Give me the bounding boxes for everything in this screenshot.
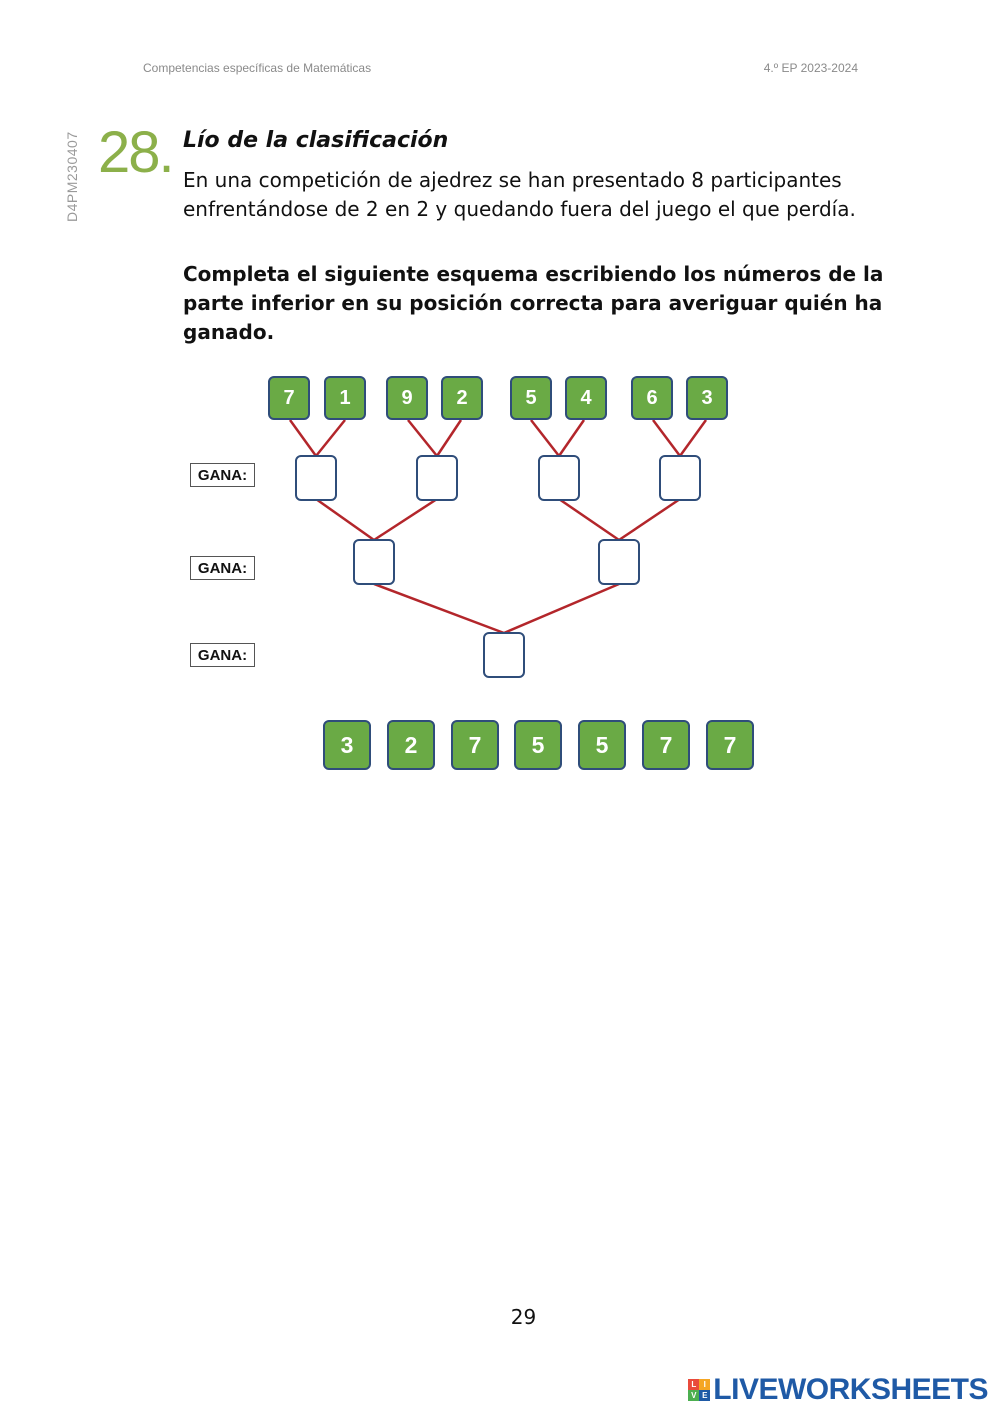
round1-drop-slot-1[interactable] (295, 455, 337, 501)
round1-drop-slot-4[interactable] (659, 455, 701, 501)
gana-label-round-2: GANA: (190, 556, 255, 580)
answer-tile[interactable]: 5 (578, 720, 626, 770)
liveworksheets-icon: L I V E (688, 1379, 710, 1401)
gana-label-final: GANA: (190, 643, 255, 667)
exercise-description: En una competición de ajedrez se han presentado 8 participantes enfrentándose de 2 en 2 y quedando fuera del juego el que perdía. (183, 168, 856, 221)
participant-tile: 9 (386, 376, 428, 420)
header-course: 4.º EP 2023-2024 (763, 61, 858, 75)
round2-drop-slot-1[interactable] (353, 539, 395, 585)
gana-label-round-1: GANA: (190, 463, 255, 487)
liveworksheets-logo[interactable] (688, 1373, 988, 1407)
participant-tile: 5 (510, 376, 552, 420)
page-number: 29 (510, 1305, 537, 1329)
participant-tile: 1 (324, 376, 366, 420)
round1-drop-slot-3[interactable] (538, 455, 580, 501)
round1-drop-slot-2[interactable] (416, 455, 458, 501)
answer-tile[interactable]: 3 (323, 720, 371, 770)
exercise-instruction: Completa el siguiente esquema escribiendo los números de la parte inferior en su posición correcta para averiguar quién ha ganado. (183, 262, 884, 344)
participant-tile: 6 (631, 376, 673, 420)
round2-drop-slot-2[interactable] (598, 539, 640, 585)
answer-tile[interactable]: 7 (451, 720, 499, 770)
brand-name: LIVEWORKSHEETS (713, 1373, 988, 1406)
answer-tile[interactable]: 7 (642, 720, 690, 770)
final-drop-slot[interactable] (483, 632, 525, 678)
participant-tile: 7 (268, 376, 310, 420)
exercise-number: 28. (98, 120, 173, 185)
exercise-title: Lío de la clasificación (183, 128, 449, 153)
answer-tile[interactable]: 7 (706, 720, 754, 770)
participant-tile: 4 (565, 376, 607, 420)
participant-tile: 3 (686, 376, 728, 420)
participant-tile: 2 (441, 376, 483, 420)
side-code: D4PM230407 (64, 131, 80, 222)
header-subject: Competencias específicas de Matemáticas (143, 61, 372, 75)
answer-tile[interactable]: 5 (514, 720, 562, 770)
answer-tile[interactable]: 2 (387, 720, 435, 770)
